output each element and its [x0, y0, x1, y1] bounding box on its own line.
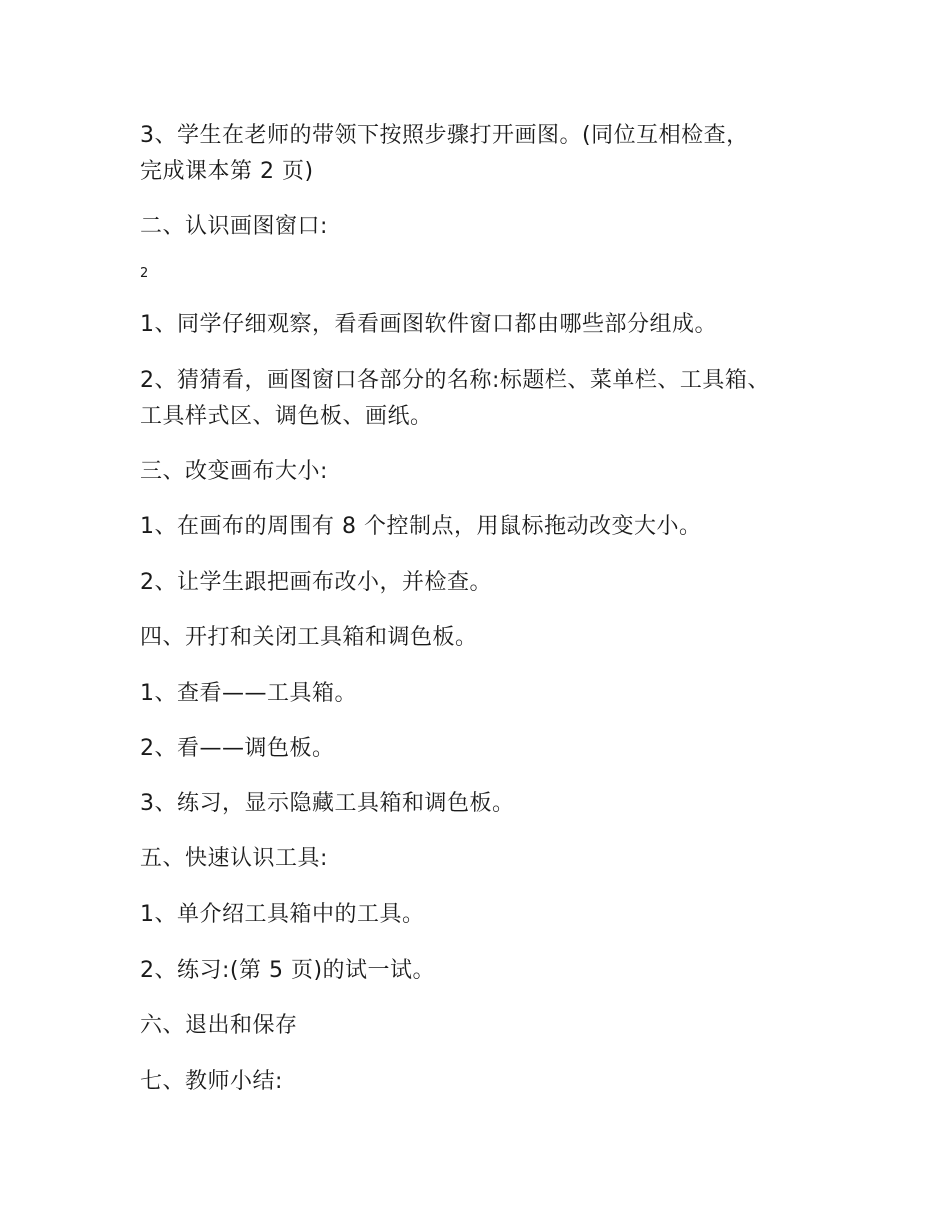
section-heading-summary: 七、教师小结: — [140, 1069, 283, 1094]
text-line-view-toolbox: 1、查看——工具箱。 — [140, 681, 357, 706]
section-heading-tools: 五、快速认识工具: — [140, 846, 328, 871]
text-line-control-points: 1、在画布的周围有 8 个控制点，用鼠标拖动改变大小。 — [140, 514, 702, 539]
section-heading-toolbox: 四、开打和关闭工具箱和调色板。 — [140, 625, 478, 650]
text-line-resize: 2、让学生跟把画布改小，并检查。 — [140, 570, 492, 595]
text-line-introduce-tools: 1、单介绍工具箱中的工具。 — [140, 902, 425, 927]
text-line-view-palette: 2、看——调色板。 — [140, 736, 335, 761]
section-heading-exit-save: 六、退出和保存 — [140, 1013, 298, 1038]
text-line-step3-continued: 完成课本第 2 页) — [140, 159, 314, 184]
section-heading-canvas-size: 三、改变画布大小: — [140, 459, 328, 484]
text-line-step3: 3、学生在老师的带领下按照步骤打开画图。(同位互相检查， — [140, 123, 749, 148]
text-line-practice: 3、练习，显示隐藏工具箱和调色板。 — [140, 791, 515, 816]
text-line-guess: 2、猜猜看，画图窗口各部分的名称:标题栏、菜单栏、工具箱、 — [140, 368, 770, 393]
text-line-practice-page5: 2、练习:(第 5 页)的试一试。 — [140, 958, 436, 983]
text-line-guess-continued: 工具样式区、调色板、画纸。 — [140, 404, 433, 429]
page-marker: 2 — [140, 266, 149, 281]
text-line-observe: 1、同学仔细观察，看看画图软件窗口都由哪些部分组成。 — [140, 312, 717, 337]
section-heading-window: 二、认识画图窗口: — [140, 214, 328, 239]
